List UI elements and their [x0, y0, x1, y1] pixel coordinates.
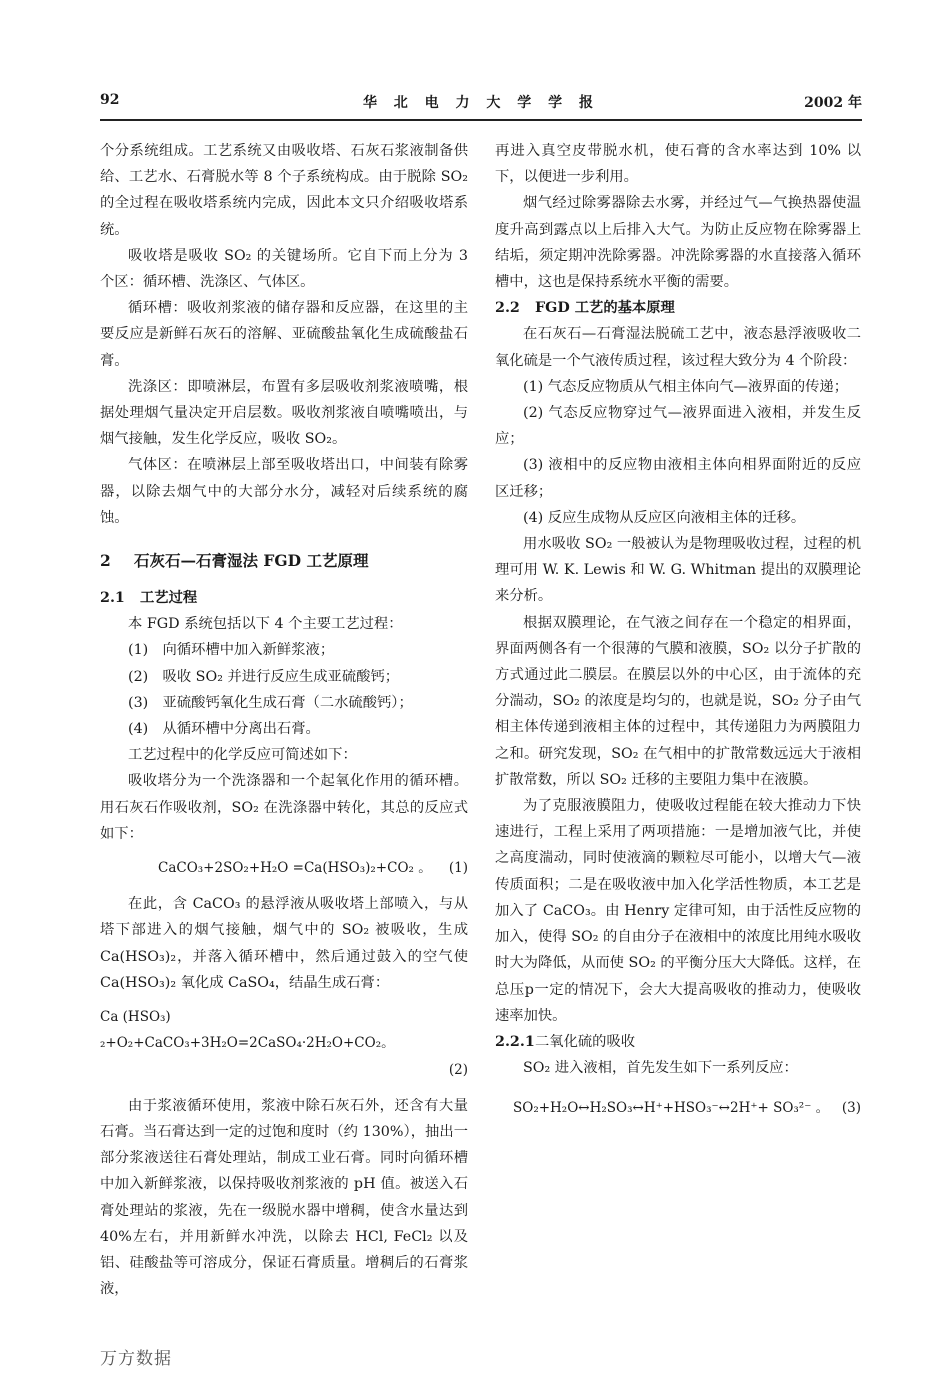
- journal-title: 华 北 电 力 大 学 学 报: [362, 95, 600, 111]
- paragraph: 为了克服液膜阻力，使吸收过程能在较大推动力下快速进行，工程上采用了两项措施：一是增加液气比，并使之高度湍动，同时使液滴的颗粒尽可能小，以增大气—液传质面积；二是在吸收液中加入化学活性物质，本工艺是加入了 CaCO₃。由 Henry 定律可知，由于活性反应物的加入，使得 SO₂ 的自由分子在液相中的浓度比用纯水吸收时大为降低，从而使 SO₂ 的平衡分压大大降低。这样，在总压p一定的情况下，会大大提高吸收的推动力，使吸收速率加快。: [495, 798, 861, 1024]
- paragraph: 烟气经过除雾器除去水雾，并经过气—气换热器使温度升高到露点以上后排入大气。为防止反应物在除雾器上结垢，须定期冲洗除雾器。冲洗除雾器的水直接落入循环槽中，这也是保持系统水平衡的需要。: [495, 195, 861, 291]
- paragraph: 吸收塔分为一个洗涤器和一个起氧化作用的循环槽。用石灰石作吸收剂，SO₂ 在洗涤器中转化，其总的反应式如下：: [100, 773, 468, 842]
- subsection-title: FGD 工艺的基本原理: [535, 300, 675, 317]
- section-number: 2: [100, 551, 111, 571]
- paragraph: 个分系统组成。工艺系统又由吸收塔、石灰石浆液制备供给、工艺水、石膏脱水等 8 个子系统构成。由于脱除 SO₂ 的全过程在吸收塔系统内完成，因此本文只介绍吸收塔系统。: [100, 143, 468, 238]
- subsubsection-number: 2.2.1: [495, 1033, 535, 1050]
- paragraph: 本 FGD 系统包括以下 4 个主要工艺过程：: [128, 616, 403, 633]
- paragraph: SO₂ 进入液相，首先发生如下一系列反应：: [523, 1060, 798, 1077]
- equation-number: (2): [448, 1061, 468, 1078]
- list-item: (4) 反应生成物从反应区向液相主体的迁移。: [523, 509, 806, 526]
- list-item: (1) 向循环槽中加入新鲜浆液；: [128, 642, 335, 659]
- paragraph: 再进入真空皮带脱水机，使石膏的含水率达到 10% 以下，以便进一步利用。: [495, 143, 861, 186]
- subsection-title: 工艺过程: [140, 590, 198, 607]
- paragraph: 用水吸收 SO₂ 一般被认为是物理吸收过程，过程的机理可用 W. K. Lewis 和 W. G. Whitman 提出的双膜理论来分析。: [495, 536, 861, 605]
- watermark-text: 万方数据: [100, 1349, 172, 1369]
- equation-formula: CaCO₃+2SO₂+H₂O =Ca(HSO₃)₂+CO₂ 。: [158, 860, 432, 877]
- paragraph: 在此，含 CaCO₃ 的悬浮液从吸收塔上部喷入，与从塔下部进入的烟气接触，烟气中的 SO₂ 被吸收，生成 Ca(HSO₃)₂，并落入循环槽中，然后通过鼓入的空气使 Ca(HSO₃)₂ 氧化成 CaSO₄，结晶生成石膏：: [100, 896, 468, 991]
- equation-formula: SO₂+H₂O↔H₂SO₃↔H⁺+HSO₃⁻↔2H⁺+ SO₃²⁻ 。: [513, 1100, 830, 1117]
- equation-formula: Ca (HSO₃) ₂+O₂+CaCO₃+3H₂O=2CaSO₄·2H₂O+CO₂。: [100, 1009, 395, 1052]
- section-heading: [100, 549, 468, 571]
- list-item: (3) 亚硫酸钙氧化生成石膏（二水硫酸钙）；: [128, 694, 413, 711]
- paragraph: 吸收塔是吸收 SO₂ 的关键场所。它自下而上分为 3 个区：循环槽、洗涤区、气体区。: [100, 247, 468, 291]
- paragraph: 由于浆液循环使用，浆液中除石灰石外，还含有大量石膏。当石膏达到一定的过饱和度时（约 130%），抽出一部分浆液送往石膏处理站，制成工业石膏。同时向循环槽中加入新鲜浆液，以保持吸收剂浆液的 pH 值。被送入石膏处理站的浆液，先在一级脱水器中增稠，使含水量达到 40%左右，并用新鲜水冲洗，以除去 HCl, FeCl₂ 以及铝、硅酸盐等可溶成分，保证石膏质量。增稠后的石膏浆液，: [100, 1097, 468, 1298]
- equation-3: [495, 1095, 861, 1121]
- paragraph: 洗涤区：即喷淋层，布置有多层吸收剂浆液喷嘴，根据处理烟气量决定开启层数。吸收剂浆液自喷嘴喷出，与烟气接触，发生化学反应，吸收 SO₂。: [100, 378, 468, 448]
- year: 2002 年: [804, 95, 862, 111]
- page-number: 92: [100, 92, 120, 108]
- paragraph: 在石灰石—石膏湿法脱硫工艺中，液态悬浮液吸收二氧化硫是一个气液传质过程，该过程大致分为 4 个阶段：: [495, 326, 861, 369]
- subsection-number: 2.2: [495, 300, 520, 317]
- equation-1: [100, 855, 468, 881]
- paragraph: 工艺过程中的化学反应可简述如下：: [128, 747, 357, 764]
- list-item: (1) 气态反应物质从气相主体向气—液界面的传递；: [523, 378, 849, 395]
- list-item: (2) 吸收 SO₂ 并进行反应生成亚硫酸钙；: [128, 668, 400, 685]
- left-column: [100, 138, 468, 1302]
- page-header: [100, 92, 862, 116]
- equation-number: (1): [448, 860, 468, 877]
- paragraph: 气体区：在喷淋层上部至吸收塔出口，中间装有除雾器，以除去烟气中的大部分水分，减轻对后续系统的腐蚀。: [100, 457, 468, 526]
- list-item: (2) 气态反应物穿过气—液界面进入液相，并发生反应；: [495, 405, 861, 448]
- header-rule: [100, 119, 862, 121]
- subsection-heading: [100, 585, 468, 611]
- subsubsection-title: 二氧化硫的吸收: [535, 1033, 636, 1050]
- equation-2: [100, 1004, 468, 1083]
- section-title: 石灰石—石膏湿法 FGD 工艺原理: [134, 551, 369, 571]
- right-column: [495, 138, 861, 1132]
- equation-number: (3): [841, 1100, 861, 1117]
- list-item: (4) 从循环槽中分离出石膏。: [128, 721, 320, 738]
- subsubsection-heading: [495, 1029, 861, 1055]
- subsection-number: 2.1: [100, 590, 125, 607]
- paragraph: 循环槽：吸收剂浆液的储存器和反应器，在这里的主要反应是新鲜石灰石的溶解、亚硫酸盐氧化生成硫酸盐石膏。: [100, 300, 468, 369]
- paragraph: 根据双膜理论，在气液之间存在一个稳定的相界面，界面两侧各有一个很薄的气膜和液膜，SO₂ 以分子扩散的方式通过此二膜层。在膜层以外的中心区，由于流体的充分湍动，SO₂ 的浓度是均匀的，也就是说，SO₂ 分子由气相主体传递到液相主体的过程中，其传递阻力为两膜阻力之和。研究发现，SO₂ 在气相中的扩散常数远远大于液相扩散常数，所以 SO₂ 迁移的主要阻力集中在液膜。: [495, 614, 861, 788]
- subsection-heading: [495, 295, 861, 321]
- list-item: (3) 液相中的反应物由液相主体向相界面附近的反应区迁移；: [495, 457, 861, 500]
